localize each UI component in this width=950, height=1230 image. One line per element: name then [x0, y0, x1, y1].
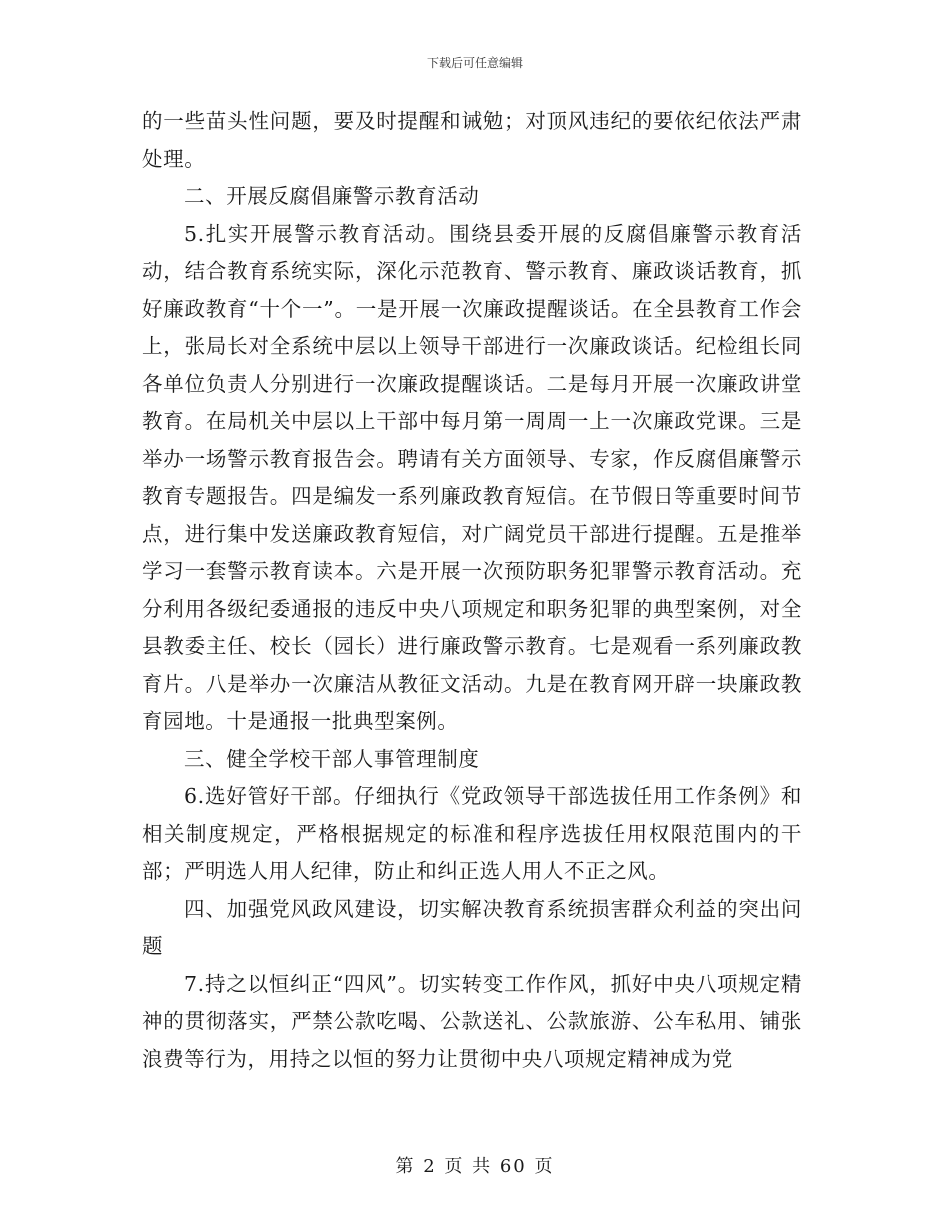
paragraph-item-5: 5.扎实开展警示教育活动。围绕县委开展的反腐倡廉警示教育活动，结合教育系统实际，深化示范教育、警示教育、廉政谈话教育，抓好廉政教育“十个一”。一是开展一次廉政提醒谈话。在全县教育工作会上，张局长对全系统中层以上领导干部进行一次廉政谈话。纪检组长同各单位负责人分别进行一次廉政提醒谈话。二是每月开展一次廉政讲堂教育。在局机关中层以上干部中每月第一周周一上一次廉政党课。三是举办一场警示教育报告会。聘请有关方面领导、专家，作反腐倡廉警示教育专题报告。四是编发一系列廉政教育短信。在节假日等重要时间节点，进行集中发送廉政教育短信，对广阔党员干部进行提醒。五是推举学习一套警示教育读本。六是开展一次预防职务犯罪警示教育活动。充分利用各级纪委通报的违反中央八项规定和职务犯罪的典型案例，对全县教委主任、校长（园长）进行廉政警示教育。七是观看一系列廉政教育片。八是举办一次廉洁从教征文活动。九是在教育网开辟一块廉政教育园地。十是通报一批典型案例。 [142, 221, 802, 733]
section-heading-2: 二、开展反腐倡廉警示教育活动 [184, 184, 480, 208]
paragraph-continuation: 的一些苗头性问题，要及时提醒和诫勉；对顶风违纪的要依纪依法严肃处理。 [142, 109, 802, 171]
page-number: 第 2 页 共 60 页 [395, 1156, 555, 1177]
section-heading-3: 三、健全学校干部人事管理制度 [184, 746, 480, 771]
paragraph-item-6: 6.选好管好干部。仔细执行《党政领导干部选拔任用工作条例》和相关制度规定，严格根据规定的标准和程序选拔任用权限范围内的干部；严明选人用人纪律，防止和纠正选人用人不正之风。 [142, 784, 802, 883]
document-body [142, 103, 802, 1078]
section-heading-4: 四、加强党风政风建设，切实解决教育系统损害群众利益的突出问题 [142, 896, 802, 958]
paragraph-item-7: 7.持之以恒纠正“四风”。切实转变工作作风，抓好中央八项规定精神的贯彻落实，严禁公款吃喝、公款送礼、公款旅游、公车私用、铺张浪费等行为，用持之以恒的努力让贯彻中央八项规定精神成为党 [142, 971, 802, 1071]
header-note: 下载后可任意编辑 [426, 56, 523, 70]
